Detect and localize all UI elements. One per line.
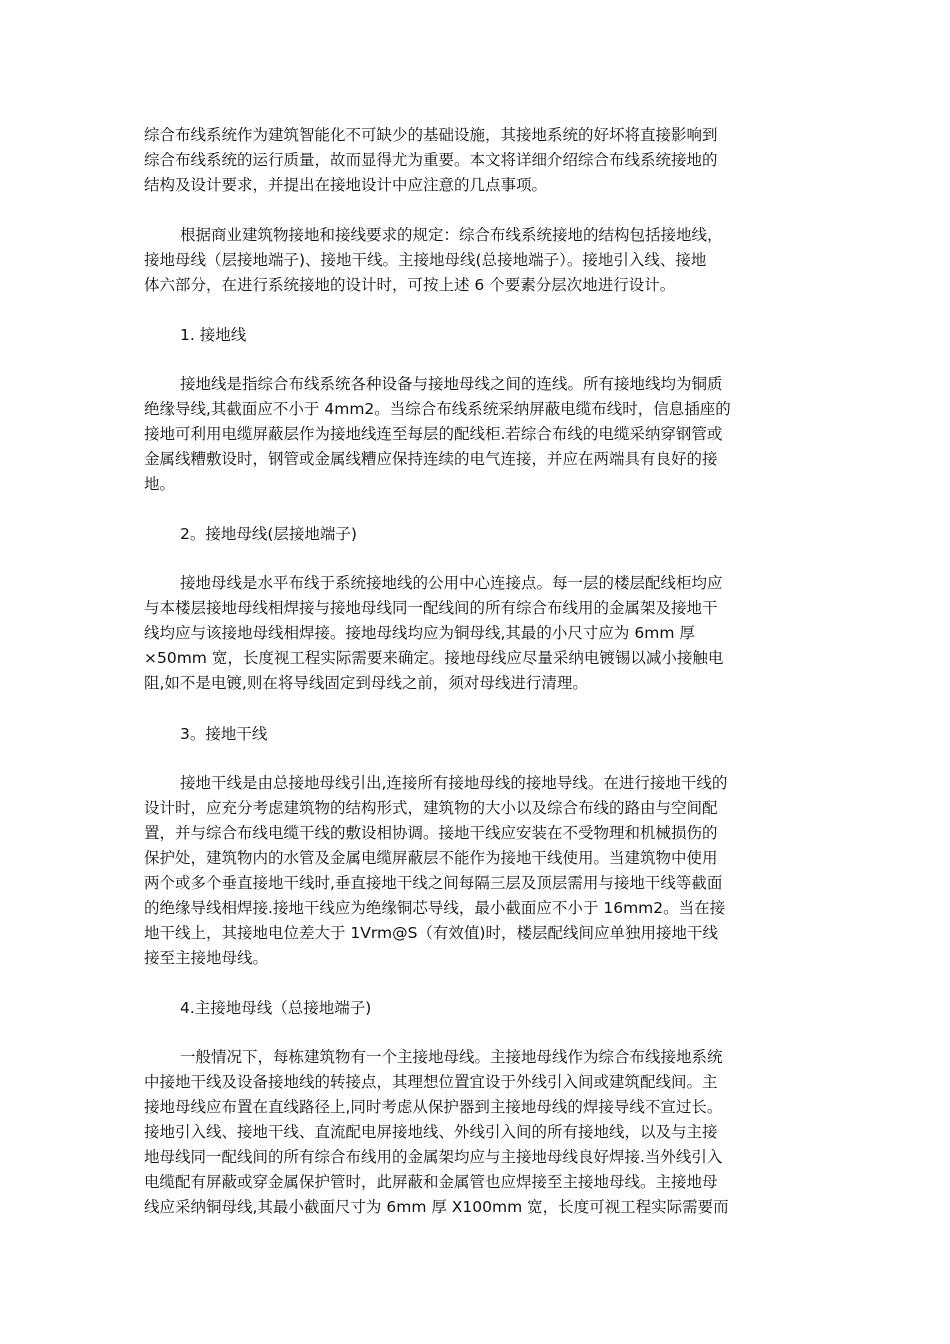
text-line: 接地母线应布置在直线路径上,同时考虑从保护器到主接地母线的焊接导线不宣过长。 [144, 1098, 723, 1116]
text-line: 线应采纳铜母线,其最小截面尺寸为 6mm 厚 X100mm 宽，长度可视工程实际需要而 [144, 1198, 729, 1216]
section-1-heading: 1. 接地线 [180, 326, 247, 344]
text-line: 金属线糟敷设时，钢管或金属线糟应保持连续的电气连接，并应在两端具有良好的接 [144, 450, 718, 468]
text-line: 电缆配有屏蔽或穿金属保护管时，此屏蔽和金属管也应焊接至主接地母线。主接地母 [144, 1173, 718, 1191]
text-line: 地干线上，其接地电位差大于 1Vrm@S（有效值)时，楼层配线间应单独用接地干线 [144, 924, 718, 942]
section-4-heading: 4.主接地母线（总接地端子) [180, 999, 372, 1017]
text-line: 接地可利用电缆屏蔽层作为接地线连至每层的配线柜.若综合布线的电缆采纳穿钢管或 [144, 425, 723, 443]
text-line: ×50mm 宽，长度视工程实际需要来确定。接地母线应尽量采纳电镀锡以减小接触电 [144, 649, 724, 667]
text-line: 接地母线（层接地端子)、接地干线。主接地母线(总接地端子）。接地引入线、接地 [144, 251, 707, 269]
section-2-paragraph [144, 571, 814, 696]
text-line: 绝缘导线,其截面应不小于 4mm2。当综合布线系统采纳屏蔽电缆布线时，信息插座的 [144, 400, 731, 418]
text-line: 根据商业建筑物接地和接线要求的规定：综合布线系统接地的结构包括接地线， [180, 226, 723, 244]
text-line: 一般情况下，每栋建筑物有一个主接地母线。主接地母线作为综合布线接地系统 [180, 1048, 723, 1066]
text-line: 接至主接地母线。 [144, 949, 269, 967]
text-line: 线均应与该接地母线相焊接。接地母线均应为铜母线,其最的小尺寸应为 6mm 厚 [144, 624, 695, 642]
section-2-heading: 2。接地母线(层接地端子) [180, 525, 357, 543]
text-line: 中接地干线及设备接地线的转接点，其理想位置宜设于外线引入间或建筑配线间。主 [144, 1073, 718, 1091]
text-line: 设计时，应充分考虑建筑物的结构形式，建筑物的大小以及综合布线的路由与空间配 [144, 799, 718, 817]
text-line: 地。 [144, 475, 176, 493]
section-1-paragraph [144, 372, 814, 497]
overview-paragraph [144, 223, 814, 298]
text-line: 接地干线是由总接地母线引出,连接所有接地母线的接地导线。在进行接地干线的 [180, 774, 728, 792]
section-3-heading: 3。接地干线 [180, 725, 268, 743]
text-line: 保护处，建筑物内的水管及金属电缆屏蔽层不能作为接地干线使用。当建筑物中使用 [144, 849, 718, 867]
text-line: 阻,如不是电镀,则在将导线固定到母线之前，须对母线进行清理。 [144, 674, 588, 692]
text-line: 综合布线系统作为建筑智能化不可缺少的基础设施，其接地系统的好坏将直接影响到 [144, 126, 718, 144]
text-line: 综合布线系统的运行质量，故而显得尤为重要。本文将详细介绍综合布线系统接地的 [144, 151, 718, 169]
text-line: 结构及设计要求，并提出在接地设计中应注意的几点事项。 [144, 176, 548, 194]
text-line: 置，并与综合布线电缆干线的敷设相协调。接地干线应安装在不受物理和机械损伤的 [144, 824, 718, 842]
text-line: 接地引入线、接地干线、直流配电屏接地线、外线引入间的所有接地线，以及与主接 [144, 1123, 718, 1141]
section-4-paragraph [144, 1045, 814, 1220]
text-line: 体六部分，在进行系统接地的设计时，可按上述 6 个要素分层次地进行设计。 [144, 276, 676, 294]
text-line: 的绝缘导线相焊接.接地干线应为绝缘铜芯导线，最小截面应不小于 16mm2。当在接 [144, 899, 726, 917]
text-line: 接地母线是水平布线于系统接地线的公用中心连接点。每一层的楼层配线柜均应 [180, 574, 723, 592]
text-line: 地母线同一配线间的所有综合布线用的金属架均应与主接地母线良好焊接.当外线引入 [144, 1148, 723, 1166]
text-line: 接地线是指综合布线系统各种设备与接地母线之间的连线。所有接地线均为铜质 [180, 375, 723, 393]
text-line: 两个或多个垂直接地干线时,垂直接地干线之间每隔三层及顶层需用与接地干线等截面 [144, 874, 723, 892]
section-3-paragraph [144, 771, 814, 971]
intro-paragraph [144, 123, 814, 198]
text-line: 与本楼层接地母线相焊接与接地母线同一配线间的所有综合布线用的金属架及接地干 [144, 599, 718, 617]
